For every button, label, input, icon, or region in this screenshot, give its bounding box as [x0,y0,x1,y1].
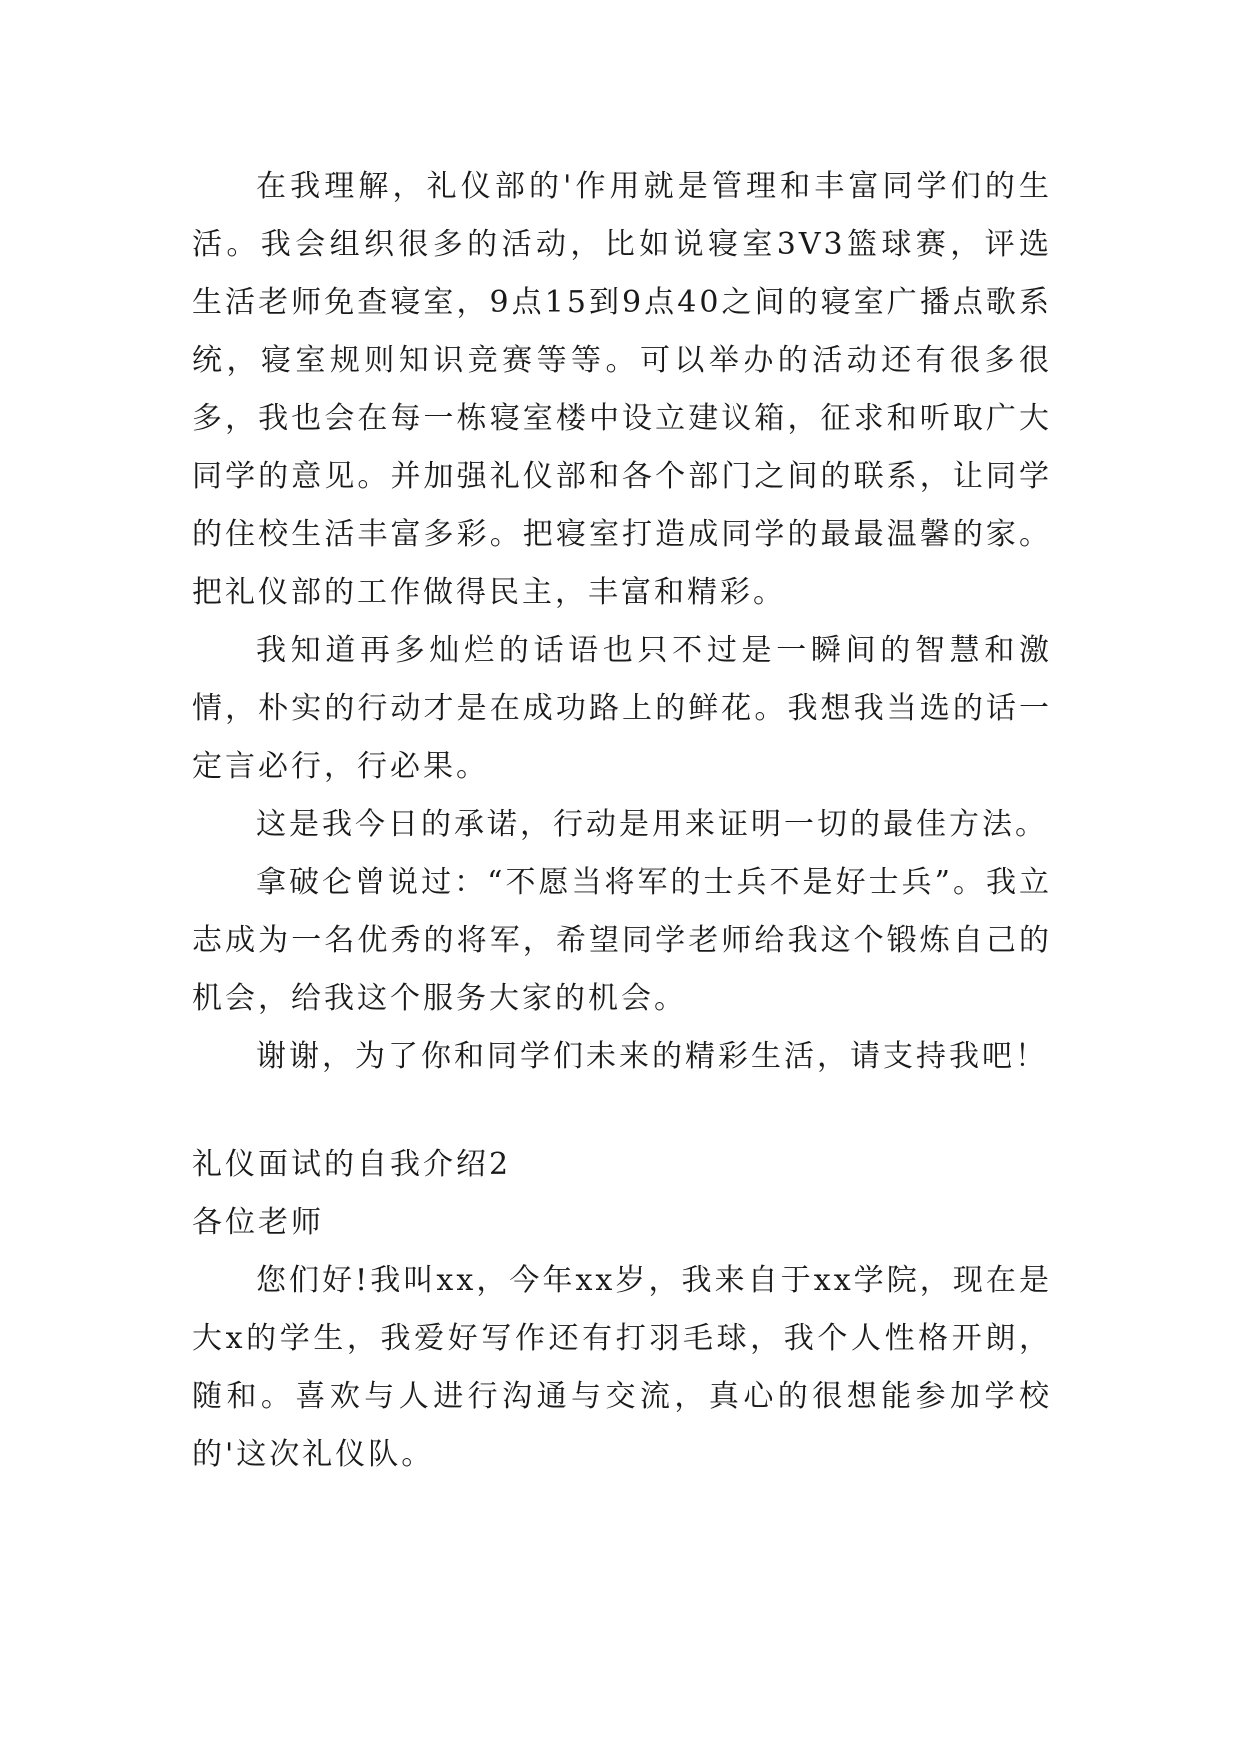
paragraph-action: 我知道再多灿烂的话语也只不过是一瞬间的智慧和激情，朴实的行动才是在成功路上的鲜花。我想我当选的话一定言必行，行必果。 [192,633,1052,784]
paragraph-thanks: 谢谢，为了你和同学们未来的精彩生活，请支持我吧！ [256,1039,1048,1074]
paragraph-activities: 在我理解，礼仪部的'作用就是管理和丰富同学们的生活。我会组织很多的活动，比如说寝室3V3篮球赛，评选生活老师免查寝室，9点15到9点40之间的寝室广播点歌系统，寝室规则知识竞赛等等。可以举办的活动还有很多很多，我也会在每一栋寝室楼中设立建议箱，征求和听取广大同学的意见。并加强礼仪部和各个部门之间的联系，让同学的住校生活丰富多彩。把寝室打造成同学的最最温馨的家。把礼仪部的工作做得民主，丰富和精彩。 [192,169,1052,610]
document-body [192,158,1052,1484]
paragraph-napoleon-quote: 拿破仑曾说过：“不愿当将军的士兵不是好士兵”。我立志成为一名优秀的将军，希望同学老师给我这个锻炼自己的机会，给我这个服务大家的机会。 [192,865,1052,1016]
salutation: 各位老师 [192,1205,324,1240]
paragraph-promise: 这是我今日的承诺，行动是用来证明一切的最佳方法。 [256,807,1048,842]
paragraph-self-intro: 您们好!我叫xx，今年xx岁，我来自于xx学院，现在是大x的学生，我爱好写作还有打羽毛球，我个人性格开朗，随和。喜欢与人进行沟通与交流，真心的很想能参加学校的'这次礼仪队。 [192,1263,1052,1472]
section-title: 礼仪面试的自我介绍2 [192,1147,512,1182]
